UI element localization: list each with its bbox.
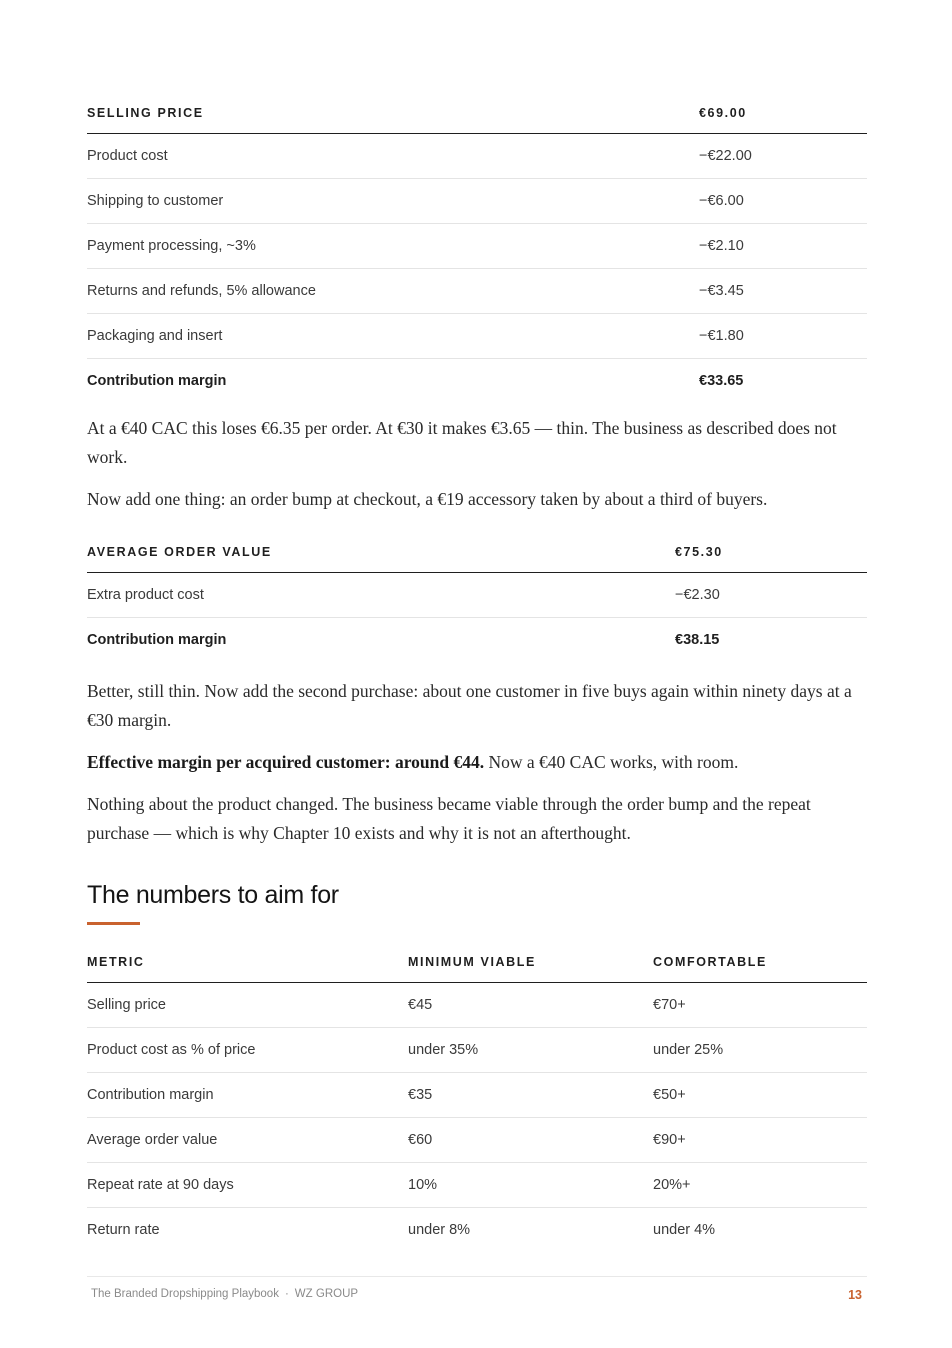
comfortable-cell: €90+ [653,1132,686,1148]
total-row [87,618,867,662]
table-header [87,532,867,573]
publisher-name: WZ GROUP [294,1288,359,1300]
row-value: −€1.80 [699,328,744,344]
paragraph: Now add one thing: an order bump at checkout, a €19 accessory taken by about a third of buyers. [87,489,768,509]
metric-cell: Repeat rate at 90 days [87,1177,234,1193]
paragraph: At a €40 CAC this loses €6.35 per order. At €30 it makes €3.65 — thin. The business as described does not work. [87,418,837,467]
table-row [87,1028,867,1073]
table-row [87,1118,867,1163]
total-value: €33.65 [699,373,744,389]
row-label: Packaging and insert [87,328,223,344]
table-row [87,179,867,224]
minimum-cell: €45 [408,997,433,1013]
table-header [87,942,867,983]
comfortable-cell: €50+ [653,1087,686,1103]
metric-cell: Selling price [87,997,166,1013]
section-title: The numbers to aim for [87,881,339,909]
table-row [87,983,867,1028]
minimum-cell: under 35% [408,1042,479,1058]
row-value: −€22.00 [699,148,752,164]
minimum-cell: under 8% [408,1222,471,1238]
page-footer [87,1276,867,1317]
row-label: Shipping to customer [87,193,224,209]
page-number: 13 [848,1288,862,1302]
footer-separator: · [284,1288,289,1300]
total-value: €38.15 [675,632,720,648]
row-value: −€6.00 [699,193,744,209]
title-accent-rule [87,922,140,925]
bold-lead: Effective margin per acquired customer: around €44. [87,752,485,772]
table-row [87,573,867,618]
total-label: Contribution margin [87,632,227,648]
metrics-table [87,942,867,1252]
table-header [87,93,867,134]
unit-economics-table [87,93,867,403]
total-row [87,359,867,403]
table-row [87,269,867,314]
metric-cell: Contribution margin [87,1087,214,1103]
aov-label: AVERAGE ORDER VALUE [87,545,272,559]
table-row [87,1163,867,1208]
footer-credit [91,1288,358,1300]
metric-cell: Product cost as % of price [87,1042,256,1058]
total-label: Contribution margin [87,373,227,389]
paragraph: Nothing about the product changed. The business became viable through the order bump and the repeat purchase — which is why Chapter 10 exists and why it is not an afterthought. [87,794,811,843]
order-bump-table [87,532,867,662]
row-label: Returns and refunds, 5% allowance [87,283,316,299]
book-title: The Branded Dropshipping Playbook [91,1288,279,1300]
aov-value: €75.30 [675,545,723,559]
table-row [87,224,867,269]
minimum-cell: €35 [408,1087,433,1103]
paragraph-rest: Now a €40 CAC works, with room. [484,752,739,772]
row-value: −€3.45 [699,283,744,299]
comfortable-cell: €70+ [653,997,686,1013]
paragraph [87,748,867,777]
table-row [87,1073,867,1118]
row-label: Product cost [87,148,168,164]
metric-cell: Return rate [87,1222,160,1238]
row-label: Extra product cost [87,587,204,603]
column-header-minimum: MINIMUM VIABLE [408,955,536,969]
comfortable-cell: under 4% [653,1222,716,1238]
comfortable-cell: 20%+ [653,1177,691,1193]
minimum-cell: 10% [408,1177,438,1193]
metric-cell: Average order value [87,1132,218,1148]
row-label: Payment processing, ~3% [87,238,256,254]
selling-price-label: SELLING PRICE [87,106,204,120]
row-value: −€2.10 [699,238,744,254]
table-row [87,314,867,359]
column-header-metric: METRIC [87,955,145,969]
minimum-cell: €60 [408,1132,433,1148]
column-header-comfortable: COMFORTABLE [653,955,767,969]
selling-price-value: €69.00 [699,106,747,120]
comfortable-cell: under 25% [653,1042,724,1058]
table-row [87,1208,867,1252]
table-row [87,134,867,179]
row-value: −€2.30 [675,587,720,603]
paragraph: Better, still thin. Now add the second purchase: about one customer in five buys again within ninety days at a €30 margin. [87,681,852,730]
